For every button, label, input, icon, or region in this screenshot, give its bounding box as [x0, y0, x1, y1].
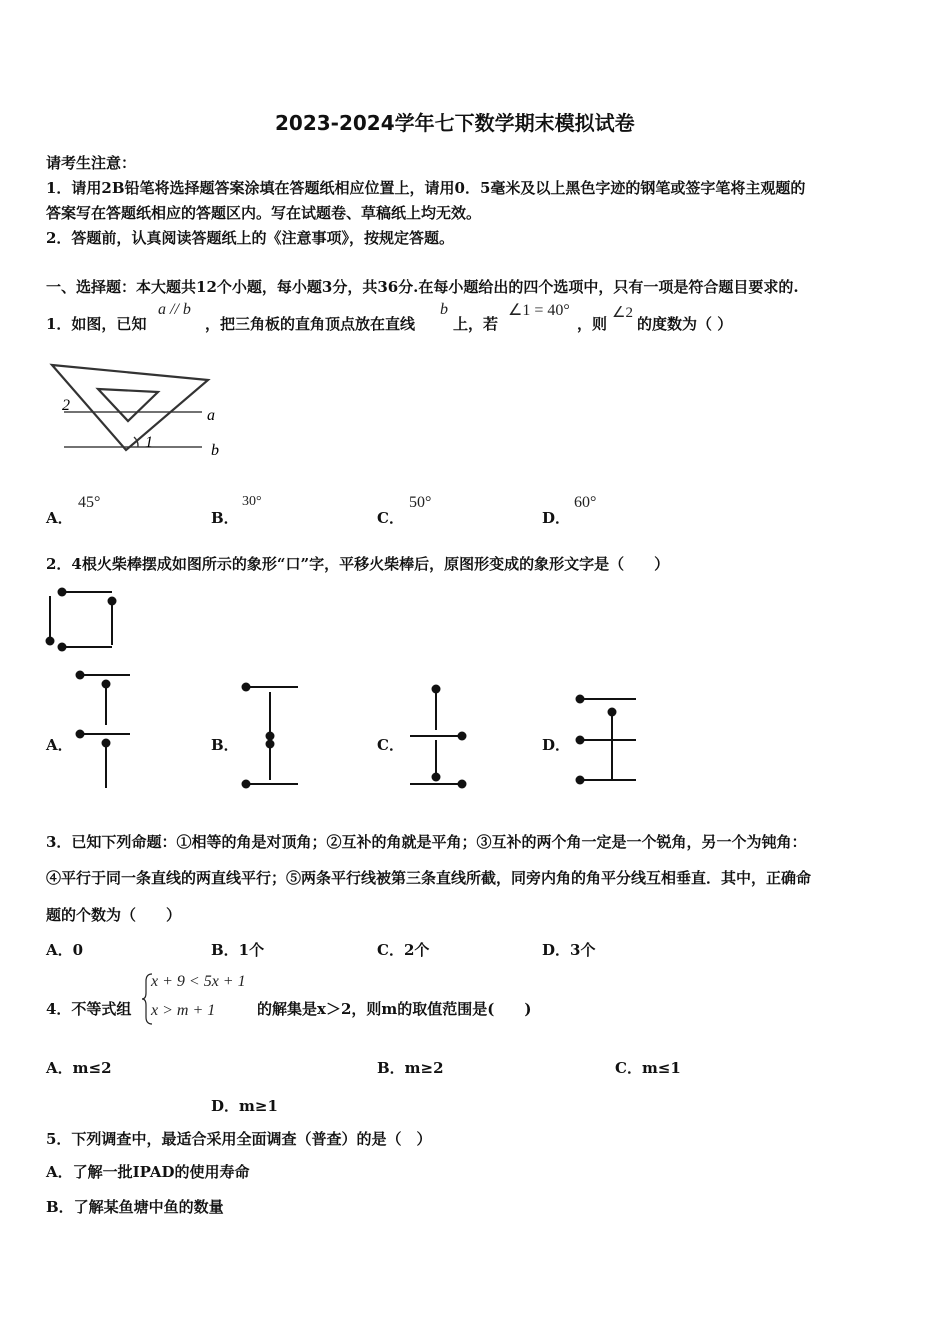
- q3-option-c: C．2个: [377, 941, 430, 959]
- q1-math-line-b: b: [440, 301, 448, 318]
- q1-option-c-value: 50°: [409, 494, 432, 511]
- q4-option-b: B．m≥2: [377, 1059, 444, 1077]
- q3-stem-line-3: 题的个数为（ ）: [46, 906, 182, 924]
- q1-fig-label-a: a: [207, 407, 215, 424]
- q1-option-b-value: 30°: [242, 494, 262, 509]
- q5-stem: 5．下列调查中，最适合采用全面调查（普查）的是（ ）: [46, 1130, 432, 1148]
- q2-option-b-figure[interactable]: [236, 678, 306, 793]
- q2-stem: 2．4根火柴棒摆成如图所示的象形“口”字，平移火柴棒后，原图形变成的象形文字是（ ）: [46, 555, 670, 573]
- q1-fig-label-b: b: [211, 442, 219, 459]
- q4-option-c: C．m≤1: [615, 1059, 681, 1077]
- q1-option-b-letter: B．: [211, 509, 239, 527]
- q4-stem-part1: 4．不等式组: [46, 1000, 132, 1018]
- q4-inequality-2: x > m + 1: [151, 1002, 216, 1019]
- q3-option-a: A．0: [46, 941, 84, 959]
- q1-math-angle2: ∠2: [612, 305, 633, 321]
- section-heading: 一、选择题：本大题共12个小题，每小题3分，共36分.在每小题给出的四个选项中，只有一项是符合题目要求的.: [46, 278, 799, 296]
- q1-stem-part5: 的度数为（ ）: [637, 315, 733, 333]
- q3-option-d: D．3个: [542, 941, 596, 959]
- notice-heading: 请考生注意：: [46, 154, 137, 172]
- q1-option-a-value: 45°: [78, 494, 101, 511]
- q2-option-d-letter: D．: [542, 736, 571, 754]
- q3-stem-line-2: ④平行于同一条直线的两直线平行；⑤两条平行线被第三条直线所截，同旁内角的角平分线互相垂直．其中，正确命: [46, 869, 812, 887]
- page-title: 2023-2024学年七下数学期末模拟试卷: [275, 111, 635, 135]
- q5-option-a: A．了解一批IPAD的使用寿命: [46, 1163, 250, 1181]
- q4-inequality-1: x + 9 < 5x + 1: [151, 973, 246, 990]
- q1-stem-part4: ，则: [577, 315, 608, 333]
- q2-option-b-letter: B．: [211, 736, 239, 754]
- q1-math-parallel: a // b: [158, 301, 191, 318]
- q4-option-a: A．m≤2: [46, 1059, 112, 1077]
- q1-stem-part3: 上，若: [453, 315, 499, 333]
- notice-line-1: 1．请用2B铅笔将选择题答案涂填在答题纸相应位置上，请用0．5毫米及以上黑色字迹的钢笔或签字笔将主观题的: [46, 179, 806, 197]
- q2-option-c-letter: C．: [377, 736, 404, 754]
- q1-option-c-letter: C．: [377, 509, 404, 527]
- q2-option-a-letter: A．: [46, 736, 73, 754]
- q1-option-d-letter: D．: [542, 509, 571, 527]
- q3-stem-line-1: 3．已知下列命题：①相等的角是对顶角；②互补的角就是平角；③互补的两个角一定是一个锐角，另一个为钝角：: [46, 833, 807, 851]
- q1-stem-part1: 1．如图，已知: [46, 315, 147, 333]
- q2-option-a-figure[interactable]: [72, 667, 142, 792]
- q1-fig-label-1: 1: [145, 434, 153, 451]
- q1-option-d-value: 60°: [574, 494, 597, 511]
- q1-stem-part2: ，把三角板的直角顶点放在直线: [205, 315, 416, 333]
- q1-triangle-figure: [40, 355, 240, 465]
- notice-line-1b: 答案写在答题纸相应的答题区内。写在试题卷、草稿纸上均无效。: [46, 204, 482, 222]
- q2-matchstick-figure: [40, 583, 130, 653]
- q3-option-b: B．1个: [211, 941, 265, 959]
- notice-line-2: 2．答题前，认真阅读答题纸上的《注意事项》，按规定答题。: [46, 229, 454, 247]
- q5-option-b: B．了解某鱼塘中鱼的数量: [46, 1198, 224, 1216]
- q2-option-c-figure[interactable]: [402, 680, 477, 795]
- q1-option-a-letter: A．: [46, 509, 73, 527]
- q1-fig-label-2: 2: [62, 397, 70, 414]
- q2-option-d-figure[interactable]: [568, 688, 643, 793]
- q1-math-angle1: ∠1 = 40°: [508, 302, 570, 319]
- q4-stem-part2: 的解集是x＞2，则m的取值范围是( ): [257, 1000, 532, 1018]
- q4-option-d: D．m≥1: [211, 1097, 278, 1115]
